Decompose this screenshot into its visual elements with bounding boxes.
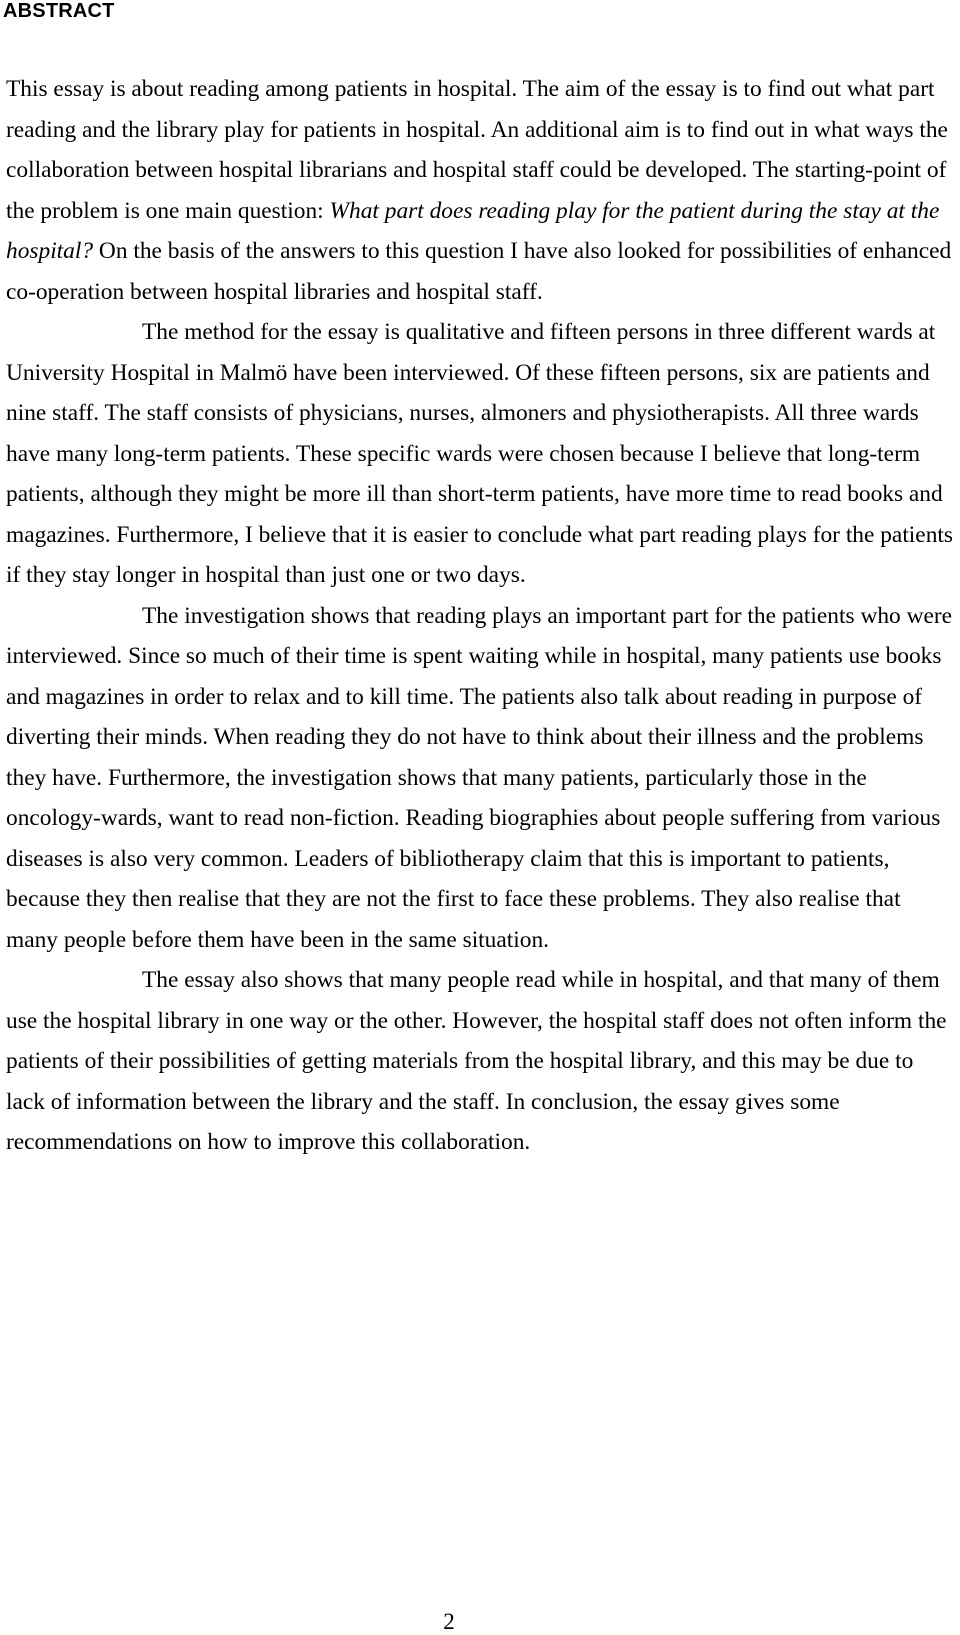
paragraph-3: The investigation shows that reading plays an important part for the patients who were interviewed. Since so much of their time is spent waiting while in hospital, many patients use books and magazines in order to relax and to kill time. The patients also talk about reading in purpose of diverting their minds. When reading they do not have to think about their illness and the problems they have. Furthermore, the investigation shows that many patients, particularly those in the oncology-wards, want to read non-fiction. Reading biographies about people suffering from various diseases is also very common. Leaders of bibliotherapy claim that this is important to patients, because they then realise that they are not the first to face these problems. They also realise that many people before them have been in the same situation. — [6, 602, 953, 953]
paragraph-1 — [6, 69, 958, 312]
paragraph-2: The method for the essay is qualitative and fifteen persons in three different wards at University Hospital in Malmö have been interviewed. Of these fifteen persons, six are patients and nine staff. The staff consists of physicians, nurses, almoners and physiotherapists. All three wards have many long-term patients. These specific wards were chosen because I believe that long-term patients, although they might be more ill than short-term patients, have more time to read books and magazines. Furthermore, I believe that it is easier to conclude what part reading plays for the patients if they stay longer in hospital than just one or two days. — [6, 319, 953, 588]
paragraph-4: The essay also shows that many people read while in hospital, and that many of them use the hospital library in one way or the other. However, the hospital staff does not often inform the patients of their possibilities of getting materials from the hospital library, and this may be due to lack of information between the library and the staff. In conclusion, the essay gives some recommendations on how to improve this collaboration. — [6, 967, 947, 1155]
page-number: 2 — [443, 1609, 455, 1634]
abstract-body — [6, 69, 958, 1163]
paragraph-1-intro: This essay is about reading among patients in hospital. The aim of the essay is to find out what part reading and the library play for patients in hospital. An additional aim is to find out in what ways the collaboration between hospital librarians and hospital staff could be developed. The starting-point of the problem is one main question: — [6, 76, 948, 224]
section-heading: ABSTRACT — [3, 0, 115, 22]
paragraph-1-conclusion: On the basis of the answers to this question I have also looked for possibilities of enhanced co-operation between hospital libraries and hospital staff. — [6, 238, 952, 305]
research-question: What part does reading play for the patient during the stay at the hospital? — [6, 197, 940, 264]
